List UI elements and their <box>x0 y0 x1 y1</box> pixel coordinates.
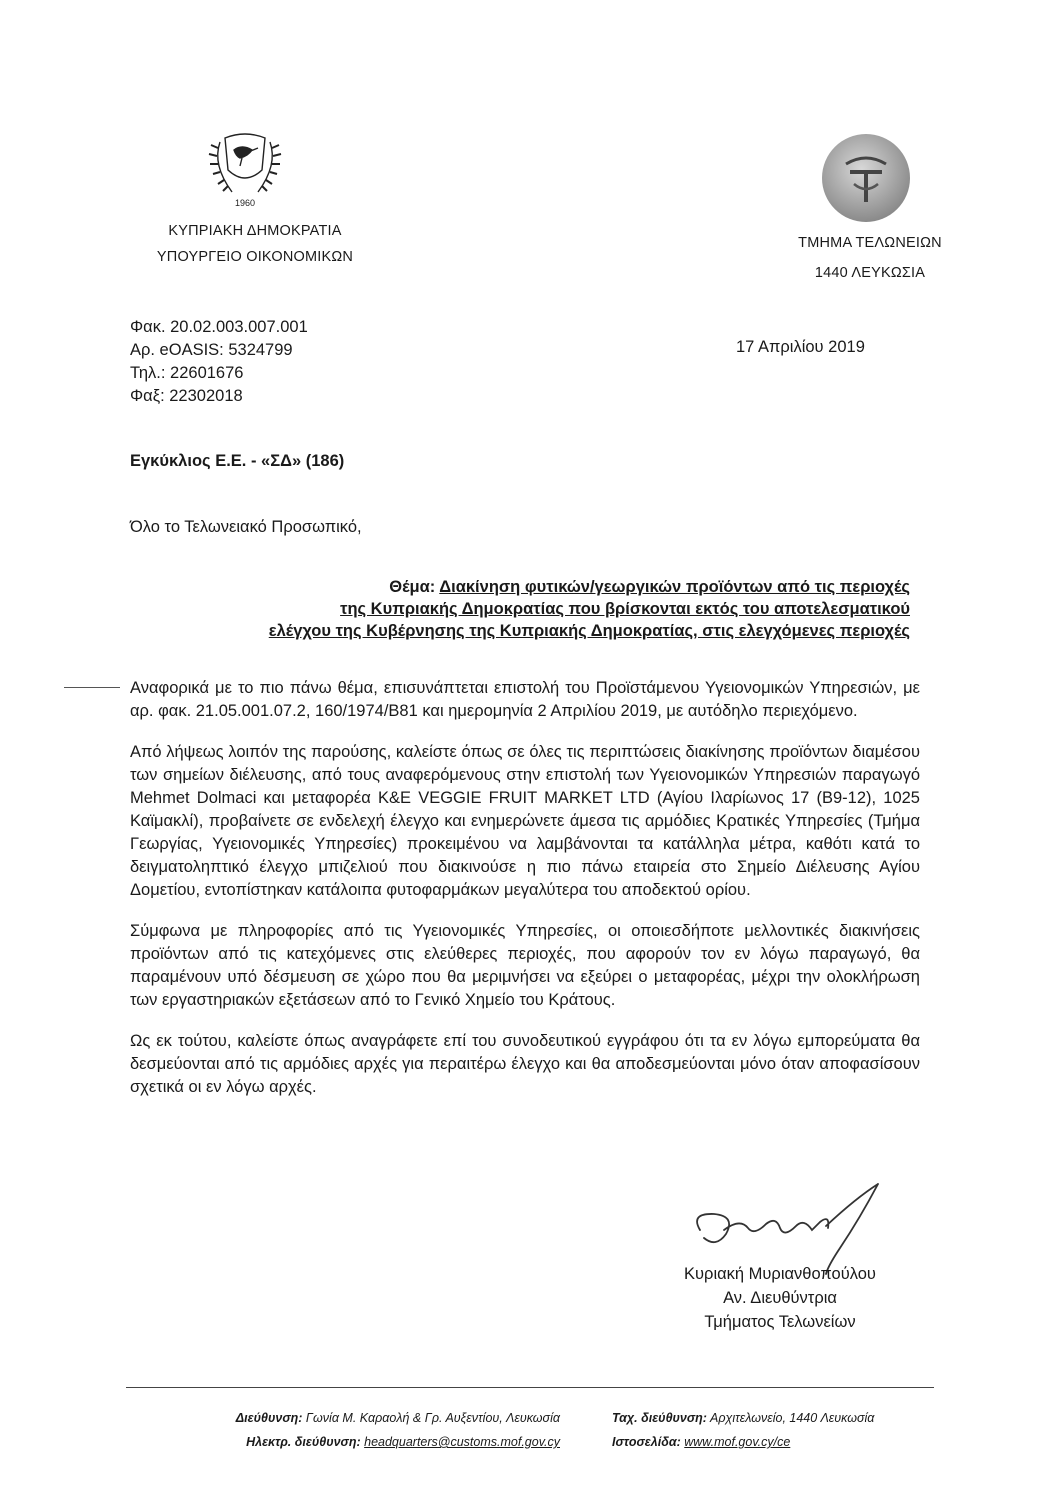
address-value: Γωνία Μ. Καραολή & Γρ. Αυξεντίου, Λευκωσία <box>305 1411 560 1425</box>
republic-name: ΚΥΠΡΙΑΚΗ ΔΗΜΟΚΡΑΤΙΑ <box>168 223 342 239</box>
footer-left <box>210 1406 560 1454</box>
postal-label: Ταχ. διεύθυνση: <box>612 1411 707 1425</box>
file-number: Φακ. 20.02.003.007.001 <box>130 318 308 336</box>
footer-right <box>612 1406 942 1454</box>
subject-block <box>150 576 910 642</box>
svg-text:1960: 1960 <box>234 198 256 208</box>
reference-block <box>130 316 308 408</box>
email-label: Ηλεκτρ. διεύθυνση: <box>246 1435 361 1449</box>
subject-label: Θέμα: <box>389 578 436 596</box>
paragraph-2: Από λήψεως λοιπόν της παρούσης, καλείστε όπως σε όλες τις περιπτώσεις διακίνησης προϊόντων διαμέσου των σημείων διέλευσης, από τους αναφερόμενους στην επιστολή των Υγειονομικών Υπηρεσιών παραγωγό Mehmet Dolmaci και μεταφορέα K&E VEGGIE FRUIT MARKET LTD (Αγίου Ιλαρίωνος 17 (B9-12), 1025 Καϊμακλί), προβαίνετε σε ενδελεχή έλεγχο και ενημερώνετε άμεσα τις αρμόδιες Κρατικές Υπηρεσίες (Τμήμα Γεωργίας, Υγειονομικές Υπηρεσίες) προκειμένου να λαμβάνονται τα κατάλληλα μέτρα, καθότι κατά το δειγματοληπτικό έλεγχο μπιζελιού που διακινούσε η πιο πάνω εταιρεία στο Σημείο Διέλευσης Αγίου Δομετίου, εντοπίστηκαν κατάλοιπα φυτοφαρμάκων μεγαλύτερα του αποδεκτού ορίου. <box>130 743 920 899</box>
customs-department-seal-icon <box>820 132 912 224</box>
letter-body <box>130 677 920 1117</box>
fax-number: Φαξ: 22302018 <box>130 387 243 405</box>
subject-line-1: Διακίνηση φυτικών/γεωργικών προϊόντων από τις περιοχές <box>439 578 910 596</box>
cyprus-coat-of-arms-icon <box>190 120 300 210</box>
margin-mark <box>64 687 120 688</box>
postal-value: Αρχιτελωνείο, 1440 Λευκωσία <box>710 1411 875 1425</box>
footer-divider <box>126 1387 934 1388</box>
website-link[interactable]: www.mof.gov.cy/ce <box>684 1435 791 1449</box>
ministry-name: ΥΠΟΥΡΓΕΙΟ ΟΙΚΟΝΟΜΙΚΩΝ <box>156 249 354 265</box>
subject-line-2: της Κυπριακής Δημοκρατίας που βρίσκονται εκτός του αποτελεσματικού <box>340 600 910 618</box>
department-city: 1440 ΛΕΥΚΩΣΙΑ <box>814 265 926 281</box>
phone-number: Τηλ.: 22601676 <box>130 364 244 382</box>
addressee: Όλο το Τελωνειακό Προσωπικό, <box>130 518 362 536</box>
letter-date: 17 Απριλίου 2019 <box>736 338 865 356</box>
department-block <box>770 228 970 288</box>
paragraph-1: Αναφορικά με το πιο πάνω θέμα, επισυνάπτεται επιστολή του Προϊστάμενου Υγειονομικών Υπηρεσιών, με αρ. φακ. 21.05.001.07.2, 160/1974/B81 και ημερομηνία 2 Απριλίου 2019, με αυτόδηλο περιεχόμενο. <box>130 679 920 720</box>
subject-line-3: ελέγχου της Κυβέρνησης της Κυπριακής Δημοκρατίας, στις ελεγχόμενες περιοχές <box>268 622 910 640</box>
eoasis-number: Αρ. eOASIS: 5324799 <box>130 341 293 359</box>
circular-number: Εγκύκλιος Ε.Ε. - «ΣΔ» (186) <box>130 452 345 470</box>
issuer-block <box>150 218 360 270</box>
signatory-block <box>650 1262 910 1334</box>
signatory-title: Αν. Διευθύντρια <box>723 1289 837 1307</box>
signatory-department: Τμήματος Τελωνείων <box>704 1313 856 1331</box>
website-label: Ιστοσελίδα: <box>612 1435 681 1449</box>
email-link[interactable]: headquarters@customs.mof.gov.cy <box>364 1435 560 1449</box>
paragraph-3: Σύμφωνα με πληροφορίες από τις Υγειονομικές Υπηρεσίες, οι οποιεσδήποτε μελλοντικές διακινήσεις προϊόντων από τις κατεχόμενες στις ελεύθερες περιοχές, που αφορούν τον εν λόγω παραγωγό, θα παραμένουν υπό δέσμευση σε χώρο που θα μεριμνήσει να εξεύρει ο μεταφορέας, μέχρι την ολοκλήρωση των εργαστηριακών εξετάσεων από το Γενικό Χημείο του Κράτους. <box>130 922 920 1009</box>
department-name: ΤΜΗΜΑ ΤΕΛΩΝΕΙΩΝ <box>798 235 942 251</box>
address-label: Διεύθυνση: <box>235 1411 303 1425</box>
paragraph-4: Ως εκ τούτου, καλείστε όπως αναγράφετε επί του συνοδευτικού εγγράφου ότι τα εν λόγω εμπορεύματα θα δεσμεύονται από τις αρμόδιες αρχές για περαιτέρω έλεγχο και θα αποδεσμεύονται μόνο όταν αποφασίσουν σχετικά οι εν λόγω αρχές. <box>130 1032 920 1096</box>
signatory-name: Κυριακή Μυριανθοπούλου <box>684 1265 876 1283</box>
